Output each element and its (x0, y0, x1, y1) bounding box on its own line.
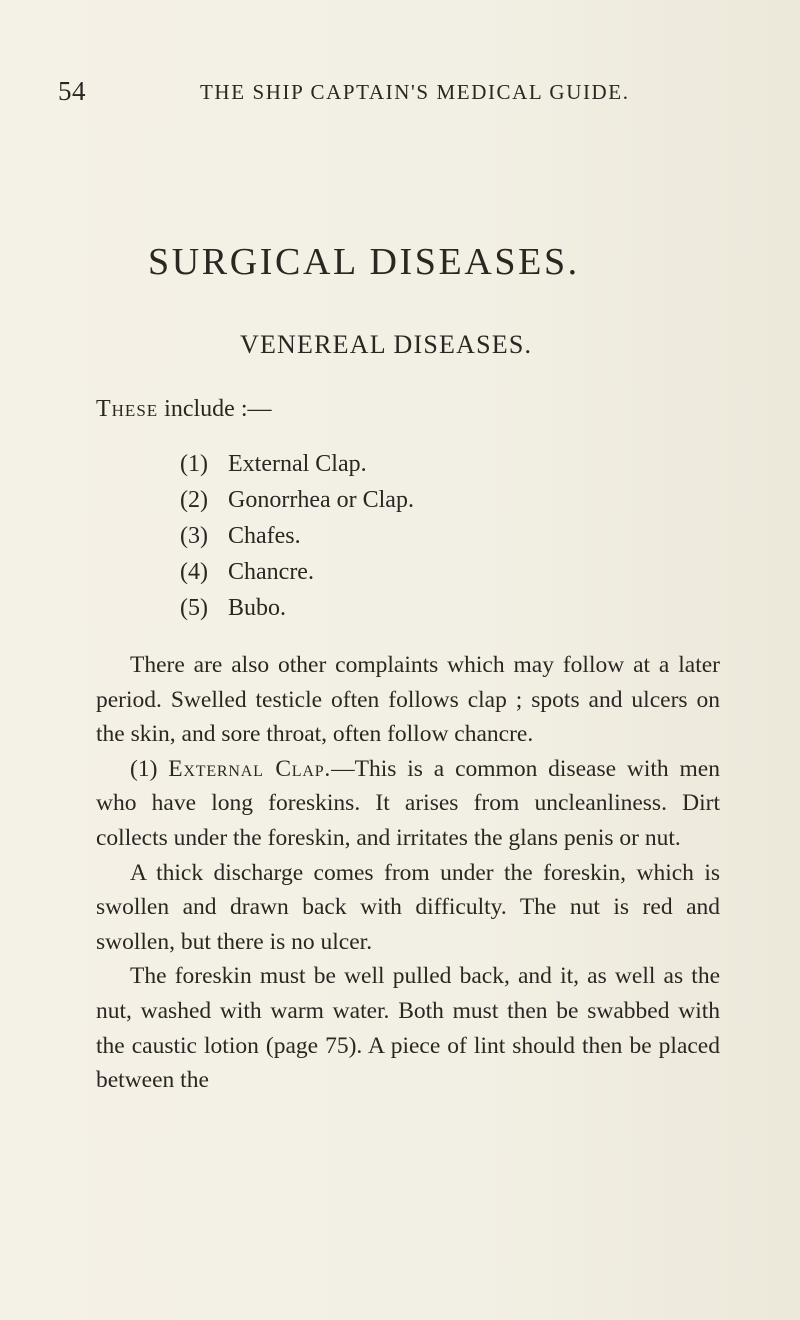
list-item (180, 446, 414, 482)
list-item (180, 482, 414, 518)
list-item (180, 590, 414, 626)
list-item-label: External Clap. (228, 451, 367, 477)
list-item (180, 518, 414, 554)
subsection-title: VENEREAL DISEASES. (240, 330, 533, 359)
paragraph-body: —This is a common disease with men who have long foreskins. It arises from uncleanliness. Dirt collects under the foreskin, and irritates the glans penis or nut. (96, 755, 720, 851)
list-item-number: (4) (180, 559, 208, 585)
disease-list (180, 446, 414, 626)
paragraph-discharge: A thick discharge comes from under the foreskin, which is swollen and drawn back with difficulty. The nut is red and swollen, but there is no ulcer. (96, 859, 720, 955)
intro-rest: include :— (158, 396, 272, 422)
paragraph-external-clap (96, 752, 720, 856)
body-text (96, 648, 720, 1098)
list-item-label: Chafes. (228, 523, 301, 549)
page-number: 54 (58, 76, 86, 106)
list-item-number: (2) (180, 487, 208, 513)
paragraph-number: (1) (130, 755, 169, 782)
list-item (180, 554, 414, 590)
list-item-label: Gonorrhea or Clap. (228, 487, 414, 513)
list-item-label: Bubo. (228, 595, 287, 621)
list-item-number: (1) (180, 451, 208, 477)
paragraph-treatment: The foreskin must be well pulled back, and it, as well as the nut, washed with warm water. Both must then be swabbed with the caustic lotion (page 75). A piece of lint should then be placed between the (96, 963, 720, 1094)
running-head: THE SHIP CAPTAIN'S MEDICAL GUIDE. (200, 80, 630, 104)
paragraph-heading: External Clap. (168, 755, 332, 782)
list-item-number: (5) (180, 595, 208, 621)
intro-lead: These (96, 396, 159, 422)
page-header (58, 76, 718, 108)
intro-line (96, 396, 271, 423)
list-item-number: (3) (180, 523, 208, 549)
section-title: SURGICAL DISEASES. (148, 241, 580, 283)
list-item-label: Chancre. (228, 559, 314, 585)
paragraph-complaints: There are also other complaints which may follow at a later period. Swelled testicle often follows clap ; spots and ulcers on the skin, and sore throat, often follow chancre. (96, 652, 720, 748)
